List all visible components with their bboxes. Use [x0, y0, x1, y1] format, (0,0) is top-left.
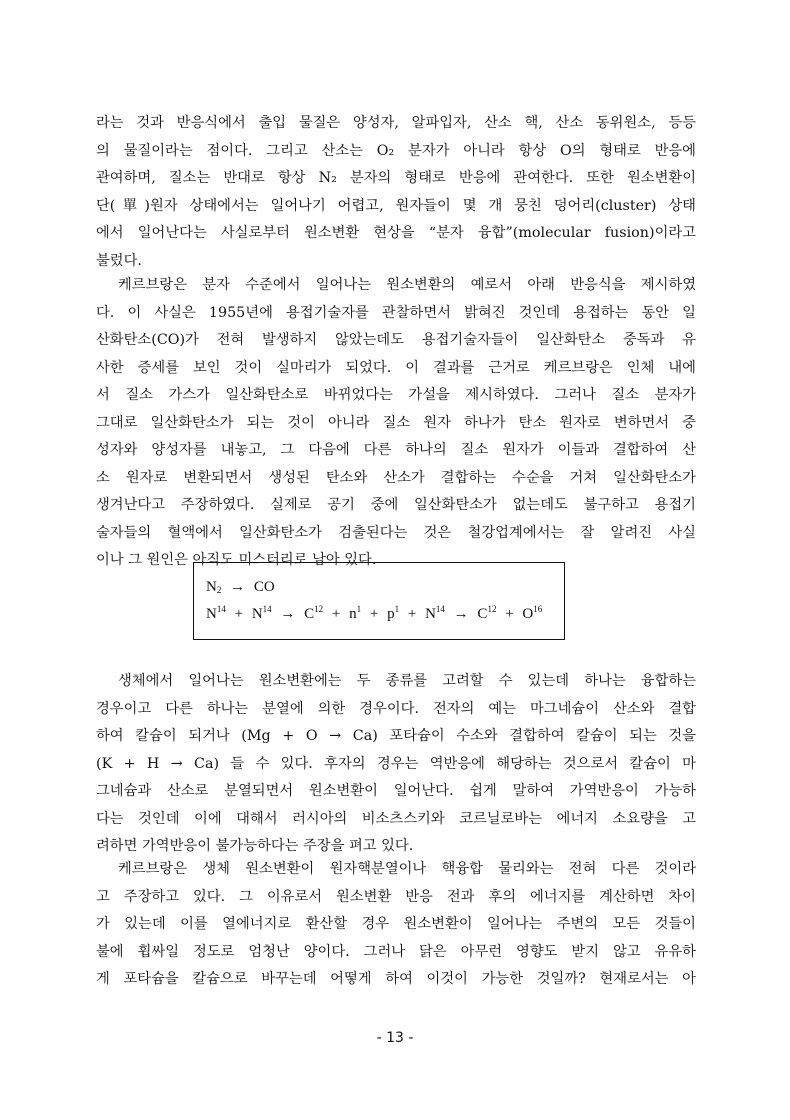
- text-line: 생겨난다고 주장하였다. 실제로 공기 중에 일산화탄소가 없는데도 불구하고 용접기: [96, 497, 696, 513]
- eq-superscript: 12: [314, 604, 324, 614]
- text-line: 케르브랑은 분자 수준에서 일어나는 원소변환의 예로서 아래 반응식을 제시하였: [118, 277, 696, 293]
- eq-term: N: [206, 579, 217, 595]
- equation-box: [193, 562, 565, 640]
- paragraph-3: [96, 668, 696, 861]
- equation-n2-to-co: [206, 579, 275, 596]
- text-line: 하여 칼슘이 되거나 (Mg + O → Ca) 포타슘이 수소와 결합하여 칼슘이 되는 것을: [96, 728, 696, 744]
- text-line: 의 물질이라는 점이다. 그리고 산소는 O₂ 분자가 아니라 항상 O의 형태로 반응에: [96, 142, 696, 159]
- paragraph-4: [96, 856, 696, 994]
- text-line: 에서 일어난다는 사실로부터 원소변환 현상을 “분자 융합”(molecular fusion)이라고: [96, 225, 696, 241]
- text-line: 소 원자로 변환되면서 생성된 탄소와 산소가 결합하는 수순을 거쳐 일산화탄소가: [96, 469, 696, 486]
- text-line: 산화탄소(CO)가 전혀 발생하지 않았는데도 용접기술자들이 일산화탄소 중독과 유: [96, 332, 696, 348]
- eq-plus: +: [369, 606, 379, 622]
- equation-nuclear-reaction: [206, 604, 542, 623]
- eq-superscript: 1: [356, 604, 362, 614]
- eq-term: O: [522, 606, 534, 622]
- arrow-icon: →: [453, 606, 469, 622]
- text-line: 경우이고 다른 하나는 분열에 의한 경우이다. 전자의 예는 마그네슘이 산소와 결합: [96, 700, 696, 717]
- text-line: 다. 이 사실은 1955년에 용접기술자를 관찰하면서 밝혀진 것인데 용접하는 동안 일: [96, 304, 696, 321]
- eq-plus: +: [407, 606, 417, 622]
- eq-plus: +: [234, 606, 244, 622]
- arrow-icon: →: [280, 606, 296, 622]
- text-line: 이나 그 원인은 아직도 미스터리로 남아 있다.: [96, 552, 377, 568]
- eq-plus: +: [505, 606, 514, 622]
- text-line: 가 있는데 이를 열에너지로 환산할 경우 원소변환이 일어나는 주변의 모든 것들이: [96, 916, 696, 932]
- eq-superscript: 16: [533, 604, 543, 614]
- arrow-icon: →: [230, 579, 246, 595]
- text-line: 그대로 일산화탄소가 되는 것이 아니라 질소 원자 하나가 탄소 원자로 변하면서 중: [96, 414, 696, 431]
- paragraph-2: [96, 272, 696, 575]
- eq-superscript: 12: [487, 604, 497, 614]
- eq-subscript: 2: [216, 585, 222, 595]
- eq-term: N: [425, 606, 436, 622]
- text-line: 서 질소 가스가 일산화탄소로 바뀌었다는 가설을 제시하였다. 그러나 질소 분자가: [96, 387, 696, 403]
- text-line: 그네슘과 산소로 분열되면서 원소변환이 일어난다. 쉽게 말하여 가역반응이 가능하: [96, 783, 696, 799]
- eq-term: N: [251, 606, 263, 622]
- text-line: 불렀다.: [96, 252, 142, 269]
- text-line: 케르브랑은 생체 원소변환이 원자핵분열이나 핵융합 물리와는 전혀 다른 것이라: [118, 861, 696, 877]
- text-line: 성자와 양성자를 내놓고, 그 다음에 다른 하나의 질소 원자가 이들과 결합하여 산: [96, 442, 696, 458]
- text-line: 사한 증세를 보인 것이 실마리가 되었다. 이 결과를 근거로 케르브랑은 인체 내에: [96, 359, 696, 376]
- text-line: 다는 것인데 이에 대해서 러시아의 비소츠스키와 코르닐로바는 에너지 소요량을 고: [96, 810, 696, 827]
- text-line: (K + H → Ca) 들 수 있다. 후자의 경우는 역반응에 해당하는 것으로서 칼슘이 마: [96, 755, 696, 772]
- eq-term: n: [349, 606, 357, 622]
- eq-plus: +: [331, 606, 341, 622]
- eq-term: p: [387, 606, 395, 622]
- text-line: 단(單)원자 상태에서는 일어나기 어렵고, 원자들이 몇 개 뭉친 덩어리(cluster) 상태: [96, 197, 696, 214]
- eq-superscript: 14: [435, 604, 445, 614]
- text-line: 술자들의 혈액에서 일산화탄소가 검출된다는 것은 철강업계에서는 잘 알려진 사실: [96, 524, 696, 541]
- eq-term: C: [304, 606, 315, 622]
- page-number: - 13 -: [376, 1030, 414, 1046]
- paragraph-1: [96, 110, 696, 275]
- eq-term: C: [477, 606, 488, 622]
- eq-superscript: 14: [262, 604, 272, 614]
- text-line: 고 주장하고 있다. 그 이유로서 원소변환 반응 전과 후의 에너지를 계산하면 차이: [96, 888, 696, 905]
- eq-superscript: 14: [216, 604, 226, 614]
- eq-term: CO: [253, 579, 275, 595]
- text-line: 관여하며, 질소는 반대로 항상 N₂ 분자의 형태로 반응에 관여한다. 또한 원소변환이: [96, 170, 696, 186]
- eq-term: N: [206, 606, 217, 622]
- text-line: 불에 휩싸일 정도로 엄청난 양이다. 그러나 닭은 아무런 영향도 받지 않고 유유하: [96, 943, 696, 960]
- eq-superscript: 1: [394, 604, 400, 614]
- text-line: 생체에서 일어나는 원소변환에는 두 종류를 고려할 수 있는데 하나는 융합하는: [118, 673, 696, 689]
- text-line: 려하면 가역반응이 불가능하다는 주장을 펴고 있다.: [96, 838, 414, 854]
- text-line: 라는 것과 반응식에서 출입 물질은 양성자, 알파입자, 산소 핵, 산소 동위원소, 등등: [96, 115, 696, 131]
- text-line: 게 포타슘을 칼슘으로 바꾸는데 어떻게 하여 이것이 가능한 것일까? 현재로서는 아: [96, 971, 696, 987]
